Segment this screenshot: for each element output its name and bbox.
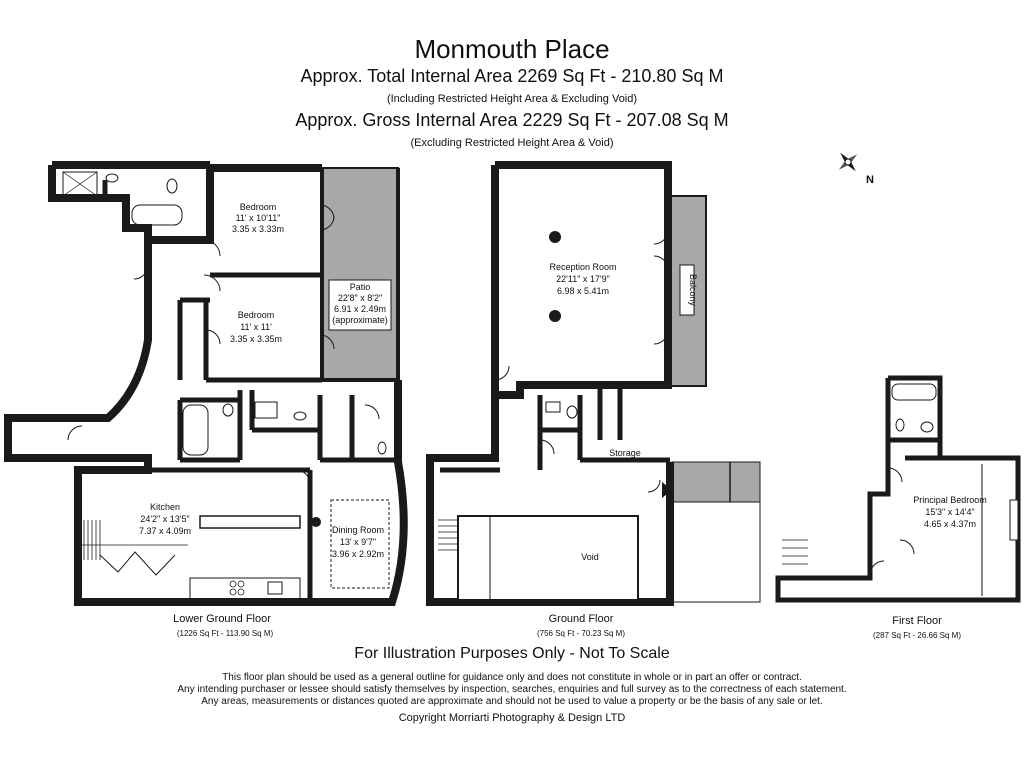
bedroom-1-imperial: 11' x 10'11" (235, 213, 281, 223)
staircase-icon (782, 540, 808, 564)
patio-imperial: 22'8" x 8'2" (337, 293, 383, 303)
gross-internal-area: Approx. Gross Internal Area 2229 Sq Ft - 207.08 Sq M (295, 110, 729, 130)
dining-imperial: 13' x 9'7" (339, 537, 377, 547)
kitchen-name: Kitchen (149, 502, 181, 512)
kitchen-metric: 7.37 x 4.09m (138, 526, 192, 536)
column-icon (311, 517, 321, 527)
kitchen-island (200, 516, 300, 528)
toilet-icon (921, 422, 933, 432)
basin-icon (255, 402, 277, 418)
first-floor-plan (778, 378, 1018, 600)
toilet-icon (567, 406, 577, 418)
toilet-icon (223, 404, 233, 416)
floor-name-lower-ground: Lower Ground Floor (173, 613, 271, 625)
bedroom-1-metric: 3.35 x 3.33m (231, 224, 285, 234)
kitchen-counter (190, 578, 300, 600)
patio-note: (approximate) (332, 315, 388, 325)
floor-name-first: First Floor (892, 615, 942, 627)
balcony-name: Balcony (688, 273, 698, 307)
principal-bedroom-name: Principal Bedroom (913, 495, 987, 505)
ground-floor-plan (430, 165, 760, 602)
hob-icon (230, 581, 244, 595)
toilet-icon (167, 179, 177, 193)
toilet-icon (378, 442, 386, 454)
bedroom-2-imperial: 11' x 11' (240, 322, 272, 332)
toilet-icon (294, 412, 306, 420)
terrace-area (672, 462, 760, 502)
bedroom-2-metric: 3.35 x 3.35m (229, 334, 283, 344)
sink-icon (268, 582, 282, 594)
floor-name-ground: Ground Floor (548, 613, 614, 625)
floor-area-ground: (756 Sq Ft - 70.23 Sq M) (536, 629, 626, 638)
disclaimer-line-2: Any intending purchaser or lessee should satisfy themselves by inspection, searches, enquiries and full survey as to the correctness of each statement. (177, 684, 847, 695)
gross-area-note: (Excluding Restricted Height Area & Void) (410, 137, 614, 149)
bathtub-icon (892, 384, 936, 400)
patio-metric: 6.91 x 2.49m (333, 304, 387, 314)
storage-name: Storage (609, 448, 641, 458)
dining-metric: 3.96 x 2.92m (331, 549, 385, 559)
bedroom-1-name: Bedroom (239, 202, 277, 212)
bathtub-icon (132, 205, 182, 225)
column-icon (549, 310, 561, 322)
principal-bedroom-metric: 4.65 x 4.37m (923, 519, 977, 529)
column-icon (549, 231, 561, 243)
total-internal-area: Approx. Total Internal Area 2269 Sq Ft - 210.80 Sq M (300, 66, 724, 86)
reception-metric: 6.98 x 5.41m (556, 286, 610, 296)
basin-icon (896, 419, 904, 431)
not-to-scale-notice: For Illustration Purposes Only - Not To Scale (354, 645, 670, 662)
principal-bedroom-imperial: 15'3" x 14'4" (925, 507, 975, 517)
floor-area-lower-ground: (1226 Sq Ft - 113.90 Sq M) (176, 629, 274, 638)
bathtub-icon (183, 405, 208, 455)
bedroom-2-name: Bedroom (237, 310, 275, 320)
dining-name: Dining Room (331, 525, 385, 535)
void-name: Void (581, 552, 599, 562)
staircase-icon (438, 520, 458, 550)
basin-icon (106, 174, 118, 182)
compass-rose-icon (837, 151, 859, 173)
total-area-note: (Including Restricted Height Area & Excluding Void) (386, 93, 638, 105)
basin-icon (546, 402, 560, 412)
void-area (458, 516, 638, 600)
patio-area (322, 168, 398, 380)
floor-area-first: (287 Sq Ft - 26.66 Sq M) (872, 631, 962, 640)
compass-north-label: N (866, 174, 874, 186)
plan-title: Monmouth Place (414, 34, 610, 64)
disclaimer-line-1: This floor plan should be used as a general outline for guidance only and does not constitute in whole or in part an offer or contract. (222, 672, 802, 683)
kitchen-imperial: 24'2" x 13'5" (140, 514, 190, 524)
copyright-notice: Copyright Morriarti Photography & Design LTD (398, 712, 626, 724)
reception-name: Reception Room (549, 262, 617, 272)
reception-imperial: 22'11" x 17'9" (556, 274, 610, 284)
disclaimer-line-3: Any areas, measurements or distances quoted are approximate and should not be used to value a property or be the basis of any sale or let. (201, 696, 823, 707)
patio-name: Patio (349, 282, 371, 292)
